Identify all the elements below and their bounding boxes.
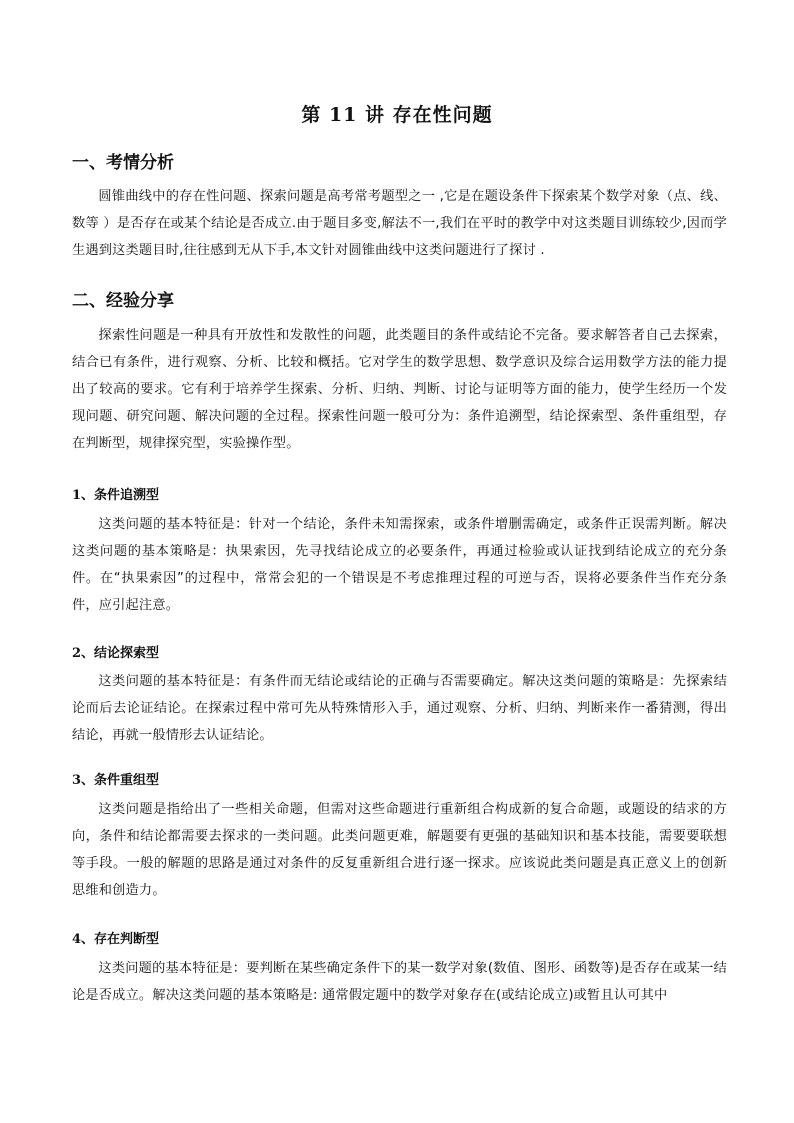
section-heading-experience: 二、经验分享: [72, 291, 174, 311]
existence-judge-paragraph: 这类问题的基本特征是：要判断在某些确定条件下的某一数学对象(数值、图形、函数等)是否存在或某一结论是否成立。解决这类问题的基本策略是: 通常假定题中的数学对象存在(或结论成立)或暂且认可其中: [72, 961, 727, 1003]
conclusion-explore-paragraph: 这类问题的基本特征是：有条件而无结论或结论的正确与否需要确定。解决这类问题的策略是：先探索结论而后去论证结论。在探索过程中常可先从特殊情形入手，通过观察、分析、归纳、判断来作一番猜测，得出结论，再就一般情形去认证结论。: [72, 674, 727, 743]
condition-regroup-paragraph: 这类问题是指给出了一些相关命题，但需对这些命题进行重新组合构成新的复合命题，或题设的结求的方向，条件和结论都需要去探求的一类问题。此类问题更难，解题要有更强的基础知识和基本技能，需要要联想等手段。一般的解题的思路是通过对条件的反复重新组合进行逐一探求。应该说此类问题是真正意义上的创新思维和创造力。: [72, 802, 727, 898]
subsection-heading-condition-regroup: 3、条件重组型: [72, 773, 160, 788]
section-heading-analysis: 一、考情分析: [72, 153, 174, 173]
subsection-heading-conclusion-explore: 2、结论探索型: [72, 646, 160, 661]
condition-trace-paragraph: 这类问题的基本特征是：针对一个结论，条件未知需探索，或条件增删需确定，或条件正误需判断。解决这类问题的基本策略是：执果索因，先寻找结论成立的必要条件，再通过检验或认证找到结论成立的充分条件。在“执果索因”的过程中，常常会犯的一个错误是不考虑推理过程的可逆与否，误将必要条件当作充分条件，应引起注意。: [72, 517, 727, 613]
experience-intro-paragraph: 探索性问题是一种具有开放性和发散性的问题，此类题目的条件或结论不完备。要求解答者自己去探索，结合已有条件，进行观察、分析、比较和概括。它对学生的数学思想、数学意识及综合运用数学方法的能力提出了较高的要求。它有利于培养学生探索、分析、归纳、判断、讨论与证明等方面的能力，使学生经历一个发现问题、研究问题、解决问题的全过程。探索性问题一般可分为：条件追溯型，结论探索型、条件重组型，存在判断型，规律探究型，实验操作型。: [72, 328, 727, 451]
page-title: 第 11 讲 存在性问题: [301, 104, 493, 126]
analysis-paragraph: 圆锥曲线中的存在性问题、探索问题是高考常考题型之一 ,它是在题设条件下探索某个数学对象（点、线、数等 ）是否存在或某个结论是否成立.由于题目多变,解法不一,我们在平时的教学中对这类题目训练较少,因而学生遇到这类题目时,往往感到无从下手,本文针对圆锥曲线中这类问题进行了探讨 .: [72, 189, 727, 258]
subsection-heading-condition-trace: 1、条件追溯型: [72, 488, 160, 503]
subsection-heading-existence-judge: 4、存在判断型: [72, 932, 160, 947]
